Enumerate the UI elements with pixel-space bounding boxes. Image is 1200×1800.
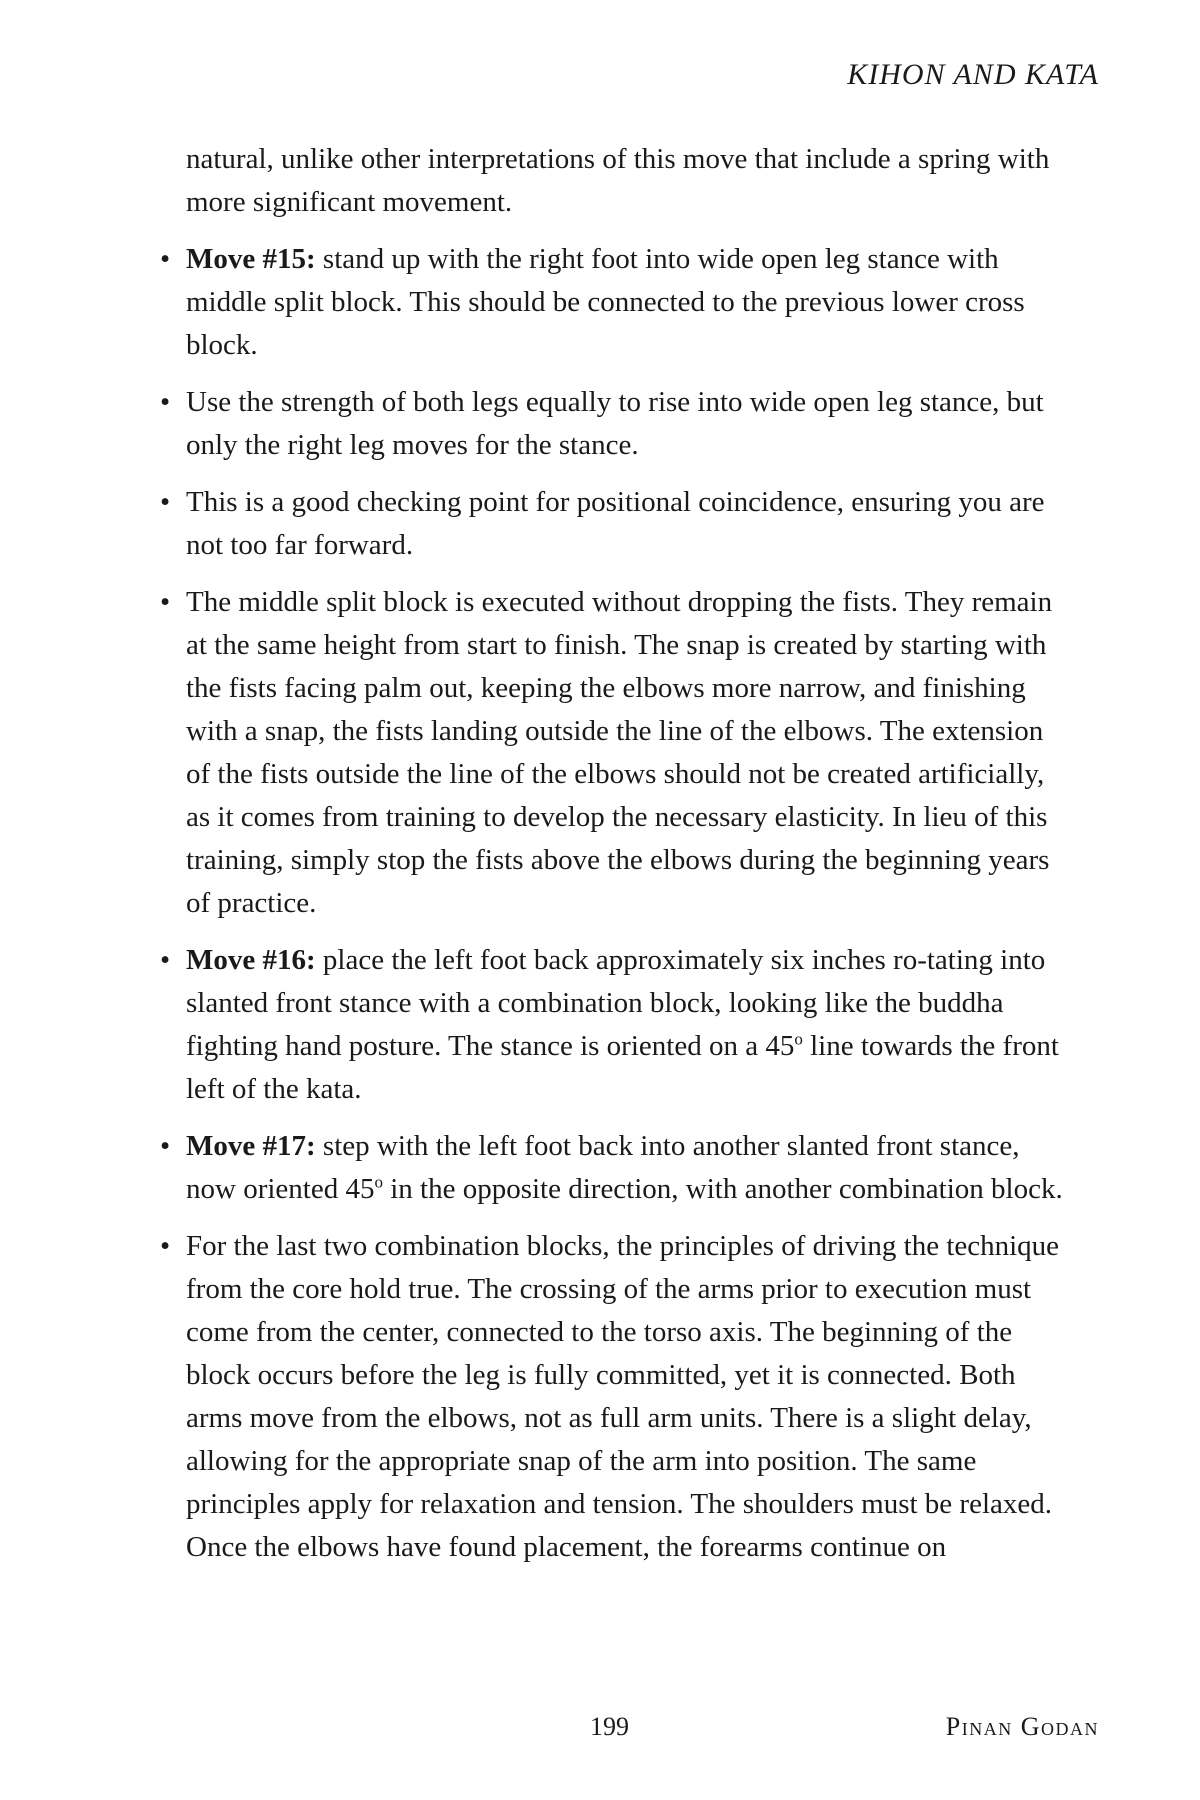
bullet-text: For the last two combination blocks, the principles of driving the technique from the core hold true. The crossing of the arms prior to execution must come from the center, connected to the torso axis. The beginning of the block occurs before the leg is fully committed, yet it is connected. Both arms move from the elbows, not as full arm units. There is a slight delay, allowing for the appropriate snap of the arm into position. The same principles apply for relaxation and tension. The shoulders must be relaxed. Once the elbows have found placement, the forearms continue on	[186, 1230, 1060, 1563]
degree-mark: o	[374, 1172, 383, 1192]
bullet-checking-point	[160, 481, 1066, 567]
degree-mark: o	[794, 1029, 803, 1049]
footer-title: Pinan Godan	[945, 1712, 1099, 1741]
bullet-split-block	[160, 581, 1066, 925]
bullet-text: step with the left foot back into another slanted front stance, now oriented 45	[186, 1130, 1020, 1205]
bullet-move-15	[160, 238, 1066, 367]
move-label: Move #16:	[186, 944, 316, 976]
bullet-move-16	[160, 939, 1066, 1111]
bullet-text: The middle split block is executed without dropping the fists. They remain at the same height from start to finish. The snap is created by starting with the fists facing palm out, keeping the elbows more narrow, and finishing with a snap, the fists landing outside the line of the elbows. The extension of the fists outside the line of the elbows should not be created artificially, as it comes from training to develop the necessary elasticity. In lieu of this training, simply stop the fists above the elbows during the beginning years of practice.	[186, 586, 1053, 919]
move-label: Move #15:	[186, 243, 316, 275]
page-number: 199	[590, 1712, 629, 1741]
bullet-icon: •	[160, 486, 171, 518]
bullet-icon: •	[160, 243, 171, 275]
bullet-icon: •	[160, 586, 171, 618]
bullet-icon: •	[160, 1130, 171, 1162]
bullet-icon: •	[160, 944, 171, 976]
bullet-text-continued: in the opposite direction, with another combination block.	[382, 1173, 1063, 1205]
bullet-text: stand up with the right foot into wide open leg stance with middle split block. This should be connected to the previous lower cross block.	[186, 243, 1025, 361]
bullet-text: This is a good checking point for positional coincidence, ensuring you are not too far forward.	[186, 486, 1045, 561]
bullet-icon: •	[160, 386, 171, 418]
bullet-icon: •	[160, 1230, 171, 1262]
bullet-text: Use the strength of both legs equally to rise into wide open leg stance, but only the right leg moves for the stance.	[186, 386, 1044, 461]
bullet-text-continued: line towards the front left of the kata.	[186, 1030, 1059, 1105]
body-text	[160, 138, 1066, 1583]
bullet-text: place the left foot back approximately six inches ro-tating into slanted front stance with a combination block, looking like the buddha fighting hand posture. The stance is oriented on a 45	[186, 944, 1046, 1062]
bullet-move-17	[160, 1125, 1066, 1211]
bullet-leg-strength	[160, 381, 1066, 467]
running-head: KIHON AND KATA	[847, 58, 1099, 91]
bullet-combination-blocks	[160, 1225, 1066, 1569]
continuation-paragraph: natural, unlike other interpretations of this move that include a spring with more significant movement.	[186, 143, 1050, 218]
bullet-list	[160, 238, 1066, 1569]
move-label: Move #17:	[186, 1130, 316, 1162]
